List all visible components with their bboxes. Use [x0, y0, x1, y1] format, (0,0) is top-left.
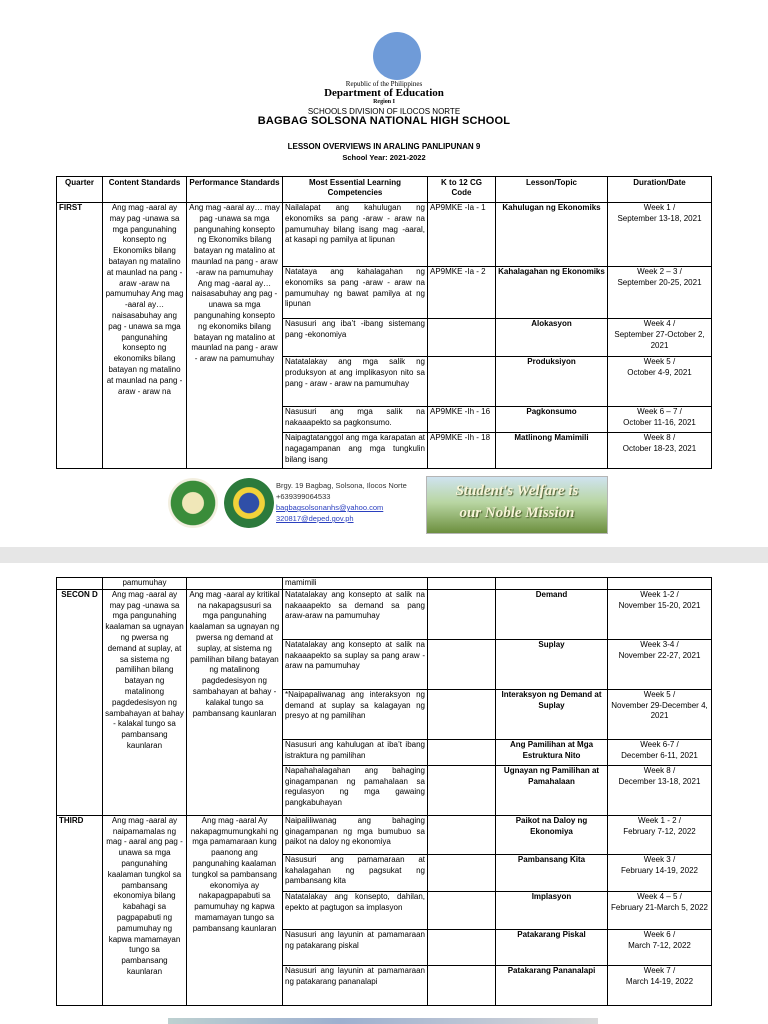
competency-cell: mamimili: [283, 578, 428, 590]
duration-cell: Week 1 / September 13-18, 2021: [608, 203, 712, 267]
topic-cell: Pambansang Kita: [496, 854, 608, 891]
division-label: SCHOOLS DIVISION OF ILOCOS NORTE: [307, 107, 461, 116]
lesson-overview-table-page2: [56, 577, 712, 1006]
cg-code-cell: [428, 765, 496, 815]
cg-code-cell: [428, 891, 496, 929]
content-standard-cell: Ang mag -aaral ay may pag -unawa sa mga pangunahing konsepto ng Ekonomiks bilang batayan ng matalino at maunlad na pang - araw -araw na pamumuhay Ang mag -aaral ay… naisasabuhay ang pag - unawa sa mga pangunahing konsepto ng ekonomiks bilang batayan ng matalino at maunlad na pang - araw - araw na: [103, 203, 187, 469]
cg-code-cell: AP9MKE -Ia - 2: [428, 267, 496, 319]
address-text: Brgy. 19 Bagbag, Solsona, Ilocos Norte: [276, 481, 407, 490]
topic-cell: Suplay: [496, 639, 608, 689]
topic-cell: Demand: [496, 589, 608, 639]
cg-code-cell: AP9MKE -Ih - 18: [428, 433, 496, 469]
duration-cell: Week 8 / December 13-18, 2021: [608, 765, 712, 815]
next-page-letterhead-edge: [168, 1018, 598, 1024]
duration-cell: Week 6 – 7 / October 11-16, 2021: [608, 407, 712, 433]
quarter-cell: SECON D: [57, 589, 103, 815]
competency-cell: Nasusuri ang kahulugan at iba’t ibang istraktura ng pamilihan: [283, 739, 428, 765]
competency-cell: Nasusuri ang layunin at pamamaraan ng patakarang pananalapi: [283, 965, 428, 1005]
duration-cell: Week 4 / September 27-October 2, 2021: [608, 319, 712, 357]
duration-cell: Week 5 / November 29-December 4, 2021: [608, 689, 712, 739]
topic-cell: Implasyon: [496, 891, 608, 929]
duration-cell: Week 7 / March 14-19, 2022: [608, 965, 712, 1005]
header-duration: Duration/Date: [608, 177, 712, 203]
document-title: LESSON OVERVIEWS IN ARALING PANLIPUNAN 9: [287, 142, 481, 151]
motto-line-2: our Noble Mission: [459, 505, 575, 521]
competency-cell: Natatalakay ang mga salik ng produksyon at ang implikasyon nito sa pang - araw - araw na pamumuhay: [283, 357, 428, 407]
topic-cell: Patakarang Pananalapi: [496, 965, 608, 1005]
email-link-1[interactable]: bagbagsolsonanhs@yahoo.com: [276, 503, 384, 512]
performance-standard-cell: [187, 578, 283, 590]
duration-cell: Week 2 – 3 / September 20-25, 2021: [608, 267, 712, 319]
school-seal-icon: [168, 478, 218, 528]
table-header-row: [57, 177, 712, 203]
competency-cell: Natatalakay ang konsepto at salik na nakaaapekto sa demand sa pang araw-araw na pamumuhay: [283, 589, 428, 639]
competency-cell: Nasusuri ang mga salik na nakaaapekto sa pagkonsumo.: [283, 407, 428, 433]
cg-code-cell: [428, 689, 496, 739]
table-row: [57, 203, 712, 267]
cg-code-cell: [428, 739, 496, 765]
school-name: BAGBAG SOLSONA NATIONAL HIGH SCHOOL: [257, 115, 511, 127]
duration-cell: Week 6-7 / December 6-11, 2021: [608, 739, 712, 765]
email-link-2[interactable]: 320817@deped.gov.ph: [276, 514, 354, 523]
duration-cell: Week 1 - 2 / February 7-12, 2022: [608, 815, 712, 854]
header-performance-standards: Performance Standards: [187, 177, 283, 203]
cg-code-cell: [428, 965, 496, 1005]
content-standard-cell: pamumuhay: [103, 578, 187, 590]
deped-seal-placeholder: [373, 32, 421, 80]
cg-code-cell: [428, 929, 496, 965]
competency-cell: Naipagtatanggol ang mga karapatan at nagagampanan ang mga tungkulin bilang isang: [283, 433, 428, 469]
duration-cell: Week 3 / February 14-19, 2022: [608, 854, 712, 891]
lesson-overview-table-page1: [56, 176, 712, 469]
cg-code-cell: [428, 854, 496, 891]
competency-cell: Nasusuri ang iba’t -ibang sistemang pang -ekonomiya: [283, 319, 428, 357]
table-row: [57, 815, 712, 854]
cg-code-cell: AP9MKE -Ia - 1: [428, 203, 496, 267]
competency-cell: Natataya ang kahalagahan ng ekonomiks sa pang -araw - araw na pamumuhay ng bawat pamilya at ng lipunan: [283, 267, 428, 319]
cg-code-cell: AP9MKE -Ih - 16: [428, 407, 496, 433]
content-standard-cell: Ang mag -aaral ay may pag -unawa sa mga pangunahing kaalaman sa ugnayan ng pwersa ng demand at suplay, at sa sistema ng pamilihan bilang batayan ng matalinong pagdedesisyon ng sambahayan at bahay - kalakal tungo sa pambansang kaunlaran: [103, 589, 187, 815]
header-content-standards: Content Standards: [103, 177, 187, 203]
performance-standard-cell: Ang mag -aaral Ay nakapagmumungkahi ng mga pamamaraan kung paanong ang pangunahing kaalaman tungkol sa pambansang ekonomiya ay nakapagpapabuti sa pamumuhay ng kapwa mamamayan tungo sa pambansang kaunlaran: [187, 815, 283, 1005]
quarter-cell: FIRST: [57, 203, 103, 469]
topic-cell: Paikot na Daloy ng Ekonomiya: [496, 815, 608, 854]
topic-cell: Kahulugan ng Ekonomiks: [496, 203, 608, 267]
competency-cell: Natatalakay ang konsepto at salik na nakaaapekto sa suplay sa pang araw -araw na pamumuhay: [283, 639, 428, 689]
republic-label: Republic of the Philippines: [345, 80, 423, 88]
competency-cell: Naipaliliwanag ang bahaging ginagampanan ng mga bumubuo sa paikot na daloy ng ekonomiya: [283, 815, 428, 854]
topic-cell: Patakarang Piskal: [496, 929, 608, 965]
quarter-cell: [57, 578, 103, 590]
topic-cell: Interaksyon ng Demand at Suplay: [496, 689, 608, 739]
header-melc: Most Essential Learning Competencies: [283, 177, 428, 203]
cg-code-cell: [428, 319, 496, 357]
cg-code-cell: [428, 639, 496, 689]
topic-cell: Produksiyon: [496, 357, 608, 407]
cg-code-cell: [428, 589, 496, 639]
table-row: [57, 589, 712, 639]
topic-cell: [496, 578, 608, 590]
duration-cell: Week 3-4 / November 22-27, 2021: [608, 639, 712, 689]
topic-cell: Matlinong Mamimili: [496, 433, 608, 469]
content-standard-cell: Ang mag -aaral ay naipamamalas ng mag - aaral ang pag -unawa sa mga pangunahing kaalaman tungkol sa pambansang ekonomiya bilang kabahagi sa pagpapabuti ng pamumuhay ng kapwa mamamayan tungo sa pambansang kaunlaran: [103, 815, 187, 1005]
letterhead-footer: [168, 476, 608, 536]
page-break: [0, 547, 768, 563]
motto-line-1: Student's Welfare is: [455, 483, 579, 499]
duration-cell: Week 4 – 5 / February 21-March 5, 2022: [608, 891, 712, 929]
topic-cell: Kahalagahan ng Ekonomiks: [496, 267, 608, 319]
competency-cell: Nasusuri ang layunin at pamamaraan ng patakarang piskal: [283, 929, 428, 965]
competency-cell: *Naipapaliwanag ang interaksyon ng demand at suplay sa kalagayan ng presyo at ng pamilihan: [283, 689, 428, 739]
topic-cell: Pagkonsumo: [496, 407, 608, 433]
header-cg-code: K to 12 CG Code: [428, 177, 496, 203]
phone-text: +639399064533: [276, 492, 331, 501]
cg-code-cell: [428, 578, 496, 590]
motto-banner: [426, 476, 608, 534]
division-seal-icon: [224, 478, 274, 528]
topic-cell: Alokasyon: [496, 319, 608, 357]
duration-cell: Week 1-2 / November 15-20, 2021: [608, 589, 712, 639]
contact-info: [276, 480, 407, 524]
performance-standard-cell: Ang mag -aaral ay kritikal na nakapagsusuri sa mga pangunahing kaalaman sa ugnayan ng pwersa ng demand at suplay, at sistema ng pamilihan bilang batayan ng matalinong pagdedesisyon ng sambahayan at bahay - kalakal tungo sa pambansang kaunlaran: [187, 589, 283, 815]
competency-cell: Nasusuri ang pamamaraan at kahalagahan ng pagsukat ng pambansang kita: [283, 854, 428, 891]
competency-cell: Nailalapat ang kahulugan ng ekonomiks sa pang -araw - araw na pamumuhay bilang isang mag -aaral, at kasapi ng pamilya at lipunan: [283, 203, 428, 267]
performance-standard-cell: Ang mag -aaral ay… may pag -unawa sa mga pangunahing konsepto ng Ekonomiks bilang batayan ng matalino at maunlad na pang - araw -araw na pamumuhay Ang mag -aaral ay… naisasabuhay ang pag - unawa sa mga pangunahing konsepto ng ekonomiks bilang batayan ng matalino at maunlad na pang - araw - araw na pamumuhay: [187, 203, 283, 469]
duration-cell: Week 6 / March 7-12, 2022: [608, 929, 712, 965]
header-lesson-topic: Lesson/Topic: [496, 177, 608, 203]
table-row: [57, 578, 712, 590]
school-year: School Year: 2021-2022: [342, 153, 426, 162]
topic-cell: Ugnayan ng Pamilihan at Pamahalaan: [496, 765, 608, 815]
topic-cell: Ang Pamilihan at Mga Estruktura Nito: [496, 739, 608, 765]
department-label: Department of Education: [324, 87, 444, 99]
duration-cell: Week 5 / October 4-9, 2021: [608, 357, 712, 407]
region-label: Region I: [373, 99, 395, 105]
cg-code-cell: [428, 815, 496, 854]
header-quarter: Quarter: [57, 177, 103, 203]
duration-cell: Week 8 / October 18-23, 2021: [608, 433, 712, 469]
cg-code-cell: [428, 357, 496, 407]
competency-cell: Napahahalagahan ang bahaging ginagampanan ng pamahalaan sa regulasyon ng mga gawaing pangkabuhayan: [283, 765, 428, 815]
duration-cell: [608, 578, 712, 590]
quarter-cell: THIRD: [57, 815, 103, 1005]
competency-cell: Natatalakay ang konsepto, dahilan, epekto at pagtugon sa implasyon: [283, 891, 428, 929]
